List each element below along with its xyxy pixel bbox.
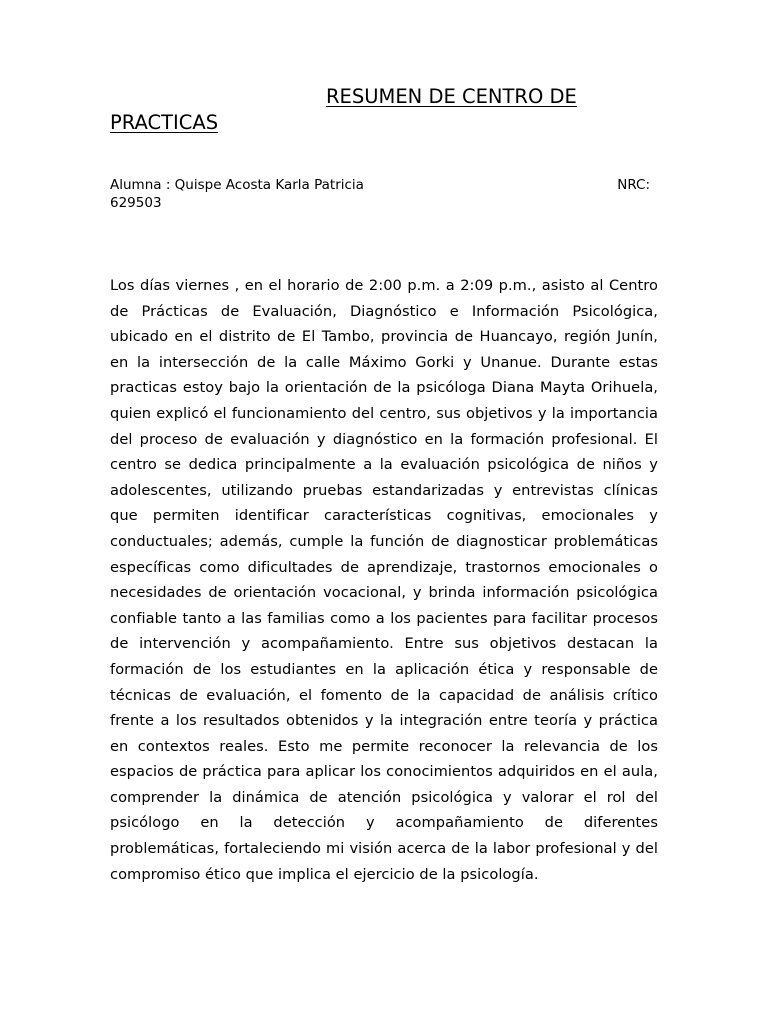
nrc-value: 629503 <box>110 195 162 211</box>
title-line-2: PRACTICAS <box>110 111 219 134</box>
nrc-label: NRC: <box>617 177 650 193</box>
title-line-1: RESUMEN DE CENTRO DE <box>326 85 577 108</box>
document-title <box>110 84 660 136</box>
student-info <box>110 176 660 212</box>
student-info-row <box>110 176 660 194</box>
summary-paragraph: Los días viernes , en el horario de 2:00 p.m. a 2:09 p.m., asisto al Centro de Prácticas de Evaluación, Diagnóstico e Información Psicológica, ubicado en el distrito de El Tambo, provincia de Huancayo, región Junín, en la intersección de la calle Máximo Gorki y Unanue. Durante estas practicas estoy bajo la orientación de la psicóloga Diana Mayta Orihuela, quien explicó el funcionamiento del centro, sus objetivos y la importancia del proceso de evaluación y diagnóstico en la formación profesional. El centro se dedica principalmente a la evaluación psicológica de niños y adolescentes, utilizando pruebas estandarizadas y entrevistas clínicas que permiten identificar características cognitivas, emocionales y conductuales; además, cumple la función de diagnosticar problemáticas específicas como dificultades de aprendizaje, trastornos emocionales o necesidades de orientación vocacional, y brinda información psicológica confiable tanto a las familias como a los pacientes para facilitar procesos de intervención y acompañamiento. Entre sus objetivos destacan la formación de los estudiantes en la aplicación ética y responsable de técnicas de evaluación, el fomento de la capacidad de análisis crítico frente a los resultados obtenidos y la integración entre teoría y práctica en contextos reales. Esto me permite reconocer la relevancia de los espacios de práctica para aplicar los conocimientos adquiridos en el aula, comprender la dinámica de atención psicológica y valorar el rol del psicólogo en la detección y acompañamiento de diferentes problemáticas, fortaleciendo mi visión acerca de la labor profesional y del compromiso ético que implica el ejercicio de la psicología. <box>110 277 658 883</box>
student-name: Alumna : Quispe Acosta Karla Patricia <box>110 177 364 193</box>
